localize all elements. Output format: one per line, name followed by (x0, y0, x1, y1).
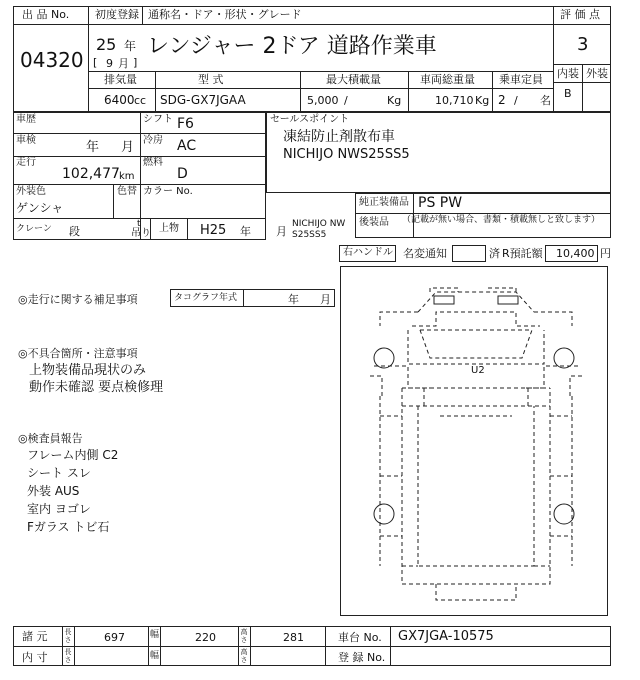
damage-mark: U2 (471, 365, 485, 376)
recycle-unit: 済 (489, 247, 500, 260)
max-load-sep: / (344, 94, 348, 107)
registration-label: 登 録 No. (338, 651, 386, 664)
inner-height-label: 高さ (240, 648, 248, 664)
truck-diagram (340, 266, 608, 616)
interior-grade: B (564, 87, 572, 100)
inner-length-label: 長さ (64, 648, 72, 664)
exterior-label: 外装 (586, 67, 608, 80)
body-model-line2: S25SS5 (292, 230, 327, 240)
capacity-label: 乗車定員 (499, 73, 543, 86)
tachograph-year-unit: 年 (288, 293, 299, 306)
model-value: SDG-GX7JGAA (160, 93, 246, 107)
displacement-unit: cc (134, 94, 147, 107)
ac-label: 冷房 (143, 135, 163, 146)
body-model-line1: NICHIJO NW (292, 219, 346, 229)
width-value: 220 (195, 631, 216, 644)
body-year-unit: 年 (240, 225, 251, 238)
mileage-value: 102,477 (62, 166, 120, 182)
sales-point-line1: 凍結防止剤散布車 (283, 129, 395, 145)
report-item: 室内 ヨゴレ (27, 502, 91, 516)
defects-title: ◎不具合箇所・注意事項 (18, 347, 138, 360)
first-reg-month: 9 (106, 57, 113, 70)
ext-color-label: 外装色 (16, 186, 46, 197)
mileage-unit: km (119, 171, 135, 182)
report-item: Fガラス トビ石 (27, 520, 110, 534)
recycle-amount: 10,400 (556, 247, 595, 260)
inner-width-label: 幅 (150, 651, 160, 661)
report-item: シート スレ (27, 466, 91, 480)
crane-t-unit: t (137, 219, 141, 229)
width-label: 幅 (150, 630, 160, 640)
first-reg-year: 25 (96, 35, 117, 54)
gross-weight-unit: Kg (475, 94, 490, 107)
max-load-value: 5,000 (307, 94, 339, 107)
capacity-sep: / (514, 94, 518, 107)
defects-line2: 動作未確認 要点検修理 (29, 380, 164, 395)
max-load-unit: Kg (387, 94, 402, 107)
report-item: 外装 AUS (27, 484, 80, 498)
crane-hang-unit: 吊り (131, 228, 151, 239)
tachograph-month-unit: 月 (320, 293, 331, 306)
defects-line1: 上物装備品現状のみ (29, 363, 147, 378)
height-label: 高さ (240, 628, 248, 644)
gross-weight-value: 10,710 (435, 94, 474, 107)
gross-weight-label: 車両総重量 (420, 73, 475, 86)
color-change-label: 色替 (117, 186, 137, 197)
dims-label: 諸 元 (22, 630, 48, 643)
history-label: 車歴 (16, 114, 36, 125)
recycle-label: R預託額 (502, 247, 543, 260)
month-bracket-open: [ (93, 56, 98, 69)
capacity-unit: 名 (540, 94, 551, 107)
name-change-box (452, 245, 486, 262)
car-name-label: 通称名・ドア・形状・グレード (148, 8, 302, 21)
length-label: 長さ (64, 628, 72, 644)
interior-label: 内装 (557, 67, 579, 80)
shift-label: シフト (143, 114, 173, 125)
chassis-value: GX7JGA-10575 (398, 629, 494, 644)
capacity-value: 2 (498, 93, 506, 107)
height-value: 281 (283, 631, 304, 644)
length-value: 697 (104, 631, 125, 644)
color-no-label: カラー No. (143, 186, 193, 197)
recycle-yen: 円 (600, 247, 611, 260)
crane-step-unit: 段 (69, 225, 80, 238)
max-load-label: 最大積載量 (326, 73, 381, 86)
inspector-report-title: ◎検査員報告 (18, 432, 83, 445)
month-unit: 月 (118, 57, 129, 70)
displacement-label: 排気量 (104, 73, 137, 86)
body-era: H25 (200, 223, 227, 238)
lot-number: 04320 (20, 48, 84, 72)
body-label: 上物 (159, 223, 179, 234)
ext-color-value: ゲンシャ (16, 201, 64, 215)
model-label: 型 式 (198, 73, 224, 86)
equipment-value: PS PW (418, 195, 463, 211)
year-unit: 年 (124, 39, 137, 53)
displacement-value: 6400 (104, 93, 135, 107)
ac-value: AC (177, 138, 197, 154)
inspection-year-unit: 年 (86, 140, 100, 155)
car-name: レンジャー 2ドア 道路作業車 (147, 34, 437, 59)
tachograph-label: タコグラフ年式 (174, 293, 238, 303)
inner-dims-label: 内 寸 (22, 651, 48, 664)
month-bracket-close: ] (133, 56, 138, 69)
sales-point-label: セールスポイント (270, 114, 350, 125)
sales-point-line2: NICHIJO NWS25SS5 (283, 147, 410, 162)
rating-label: 評 価 点 (560, 8, 600, 21)
fuel-value: D (177, 166, 188, 182)
mileage-label: 走行 (16, 157, 36, 168)
equipment-label: 純正装備品 (359, 197, 409, 208)
aftermarket-label: 後装品 (359, 217, 389, 228)
name-change-label: 名変通知 (403, 247, 447, 260)
lot-label: 出 品 No. (22, 8, 70, 21)
first-reg-label: 初度登録 (95, 8, 139, 21)
body-month-unit: 月 (276, 225, 287, 238)
inspection-label: 車検 (16, 135, 36, 146)
shift-value: F6 (177, 116, 194, 132)
aftermarket-note: （記載が無い場合、書類・積載無しと致します） (402, 215, 601, 225)
driving-notes-title: ◎走行に関する補足事項 (18, 293, 138, 306)
chassis-label: 車台 No. (338, 631, 382, 644)
fuel-label: 燃料 (143, 157, 163, 168)
report-item: フレーム内側 C2 (27, 448, 119, 462)
handle-value: 右ハンドル (343, 247, 393, 258)
inspection-month-unit: 月 (121, 140, 135, 155)
crane-label: クレーン (16, 224, 52, 234)
rating-value: 3 (577, 34, 589, 55)
